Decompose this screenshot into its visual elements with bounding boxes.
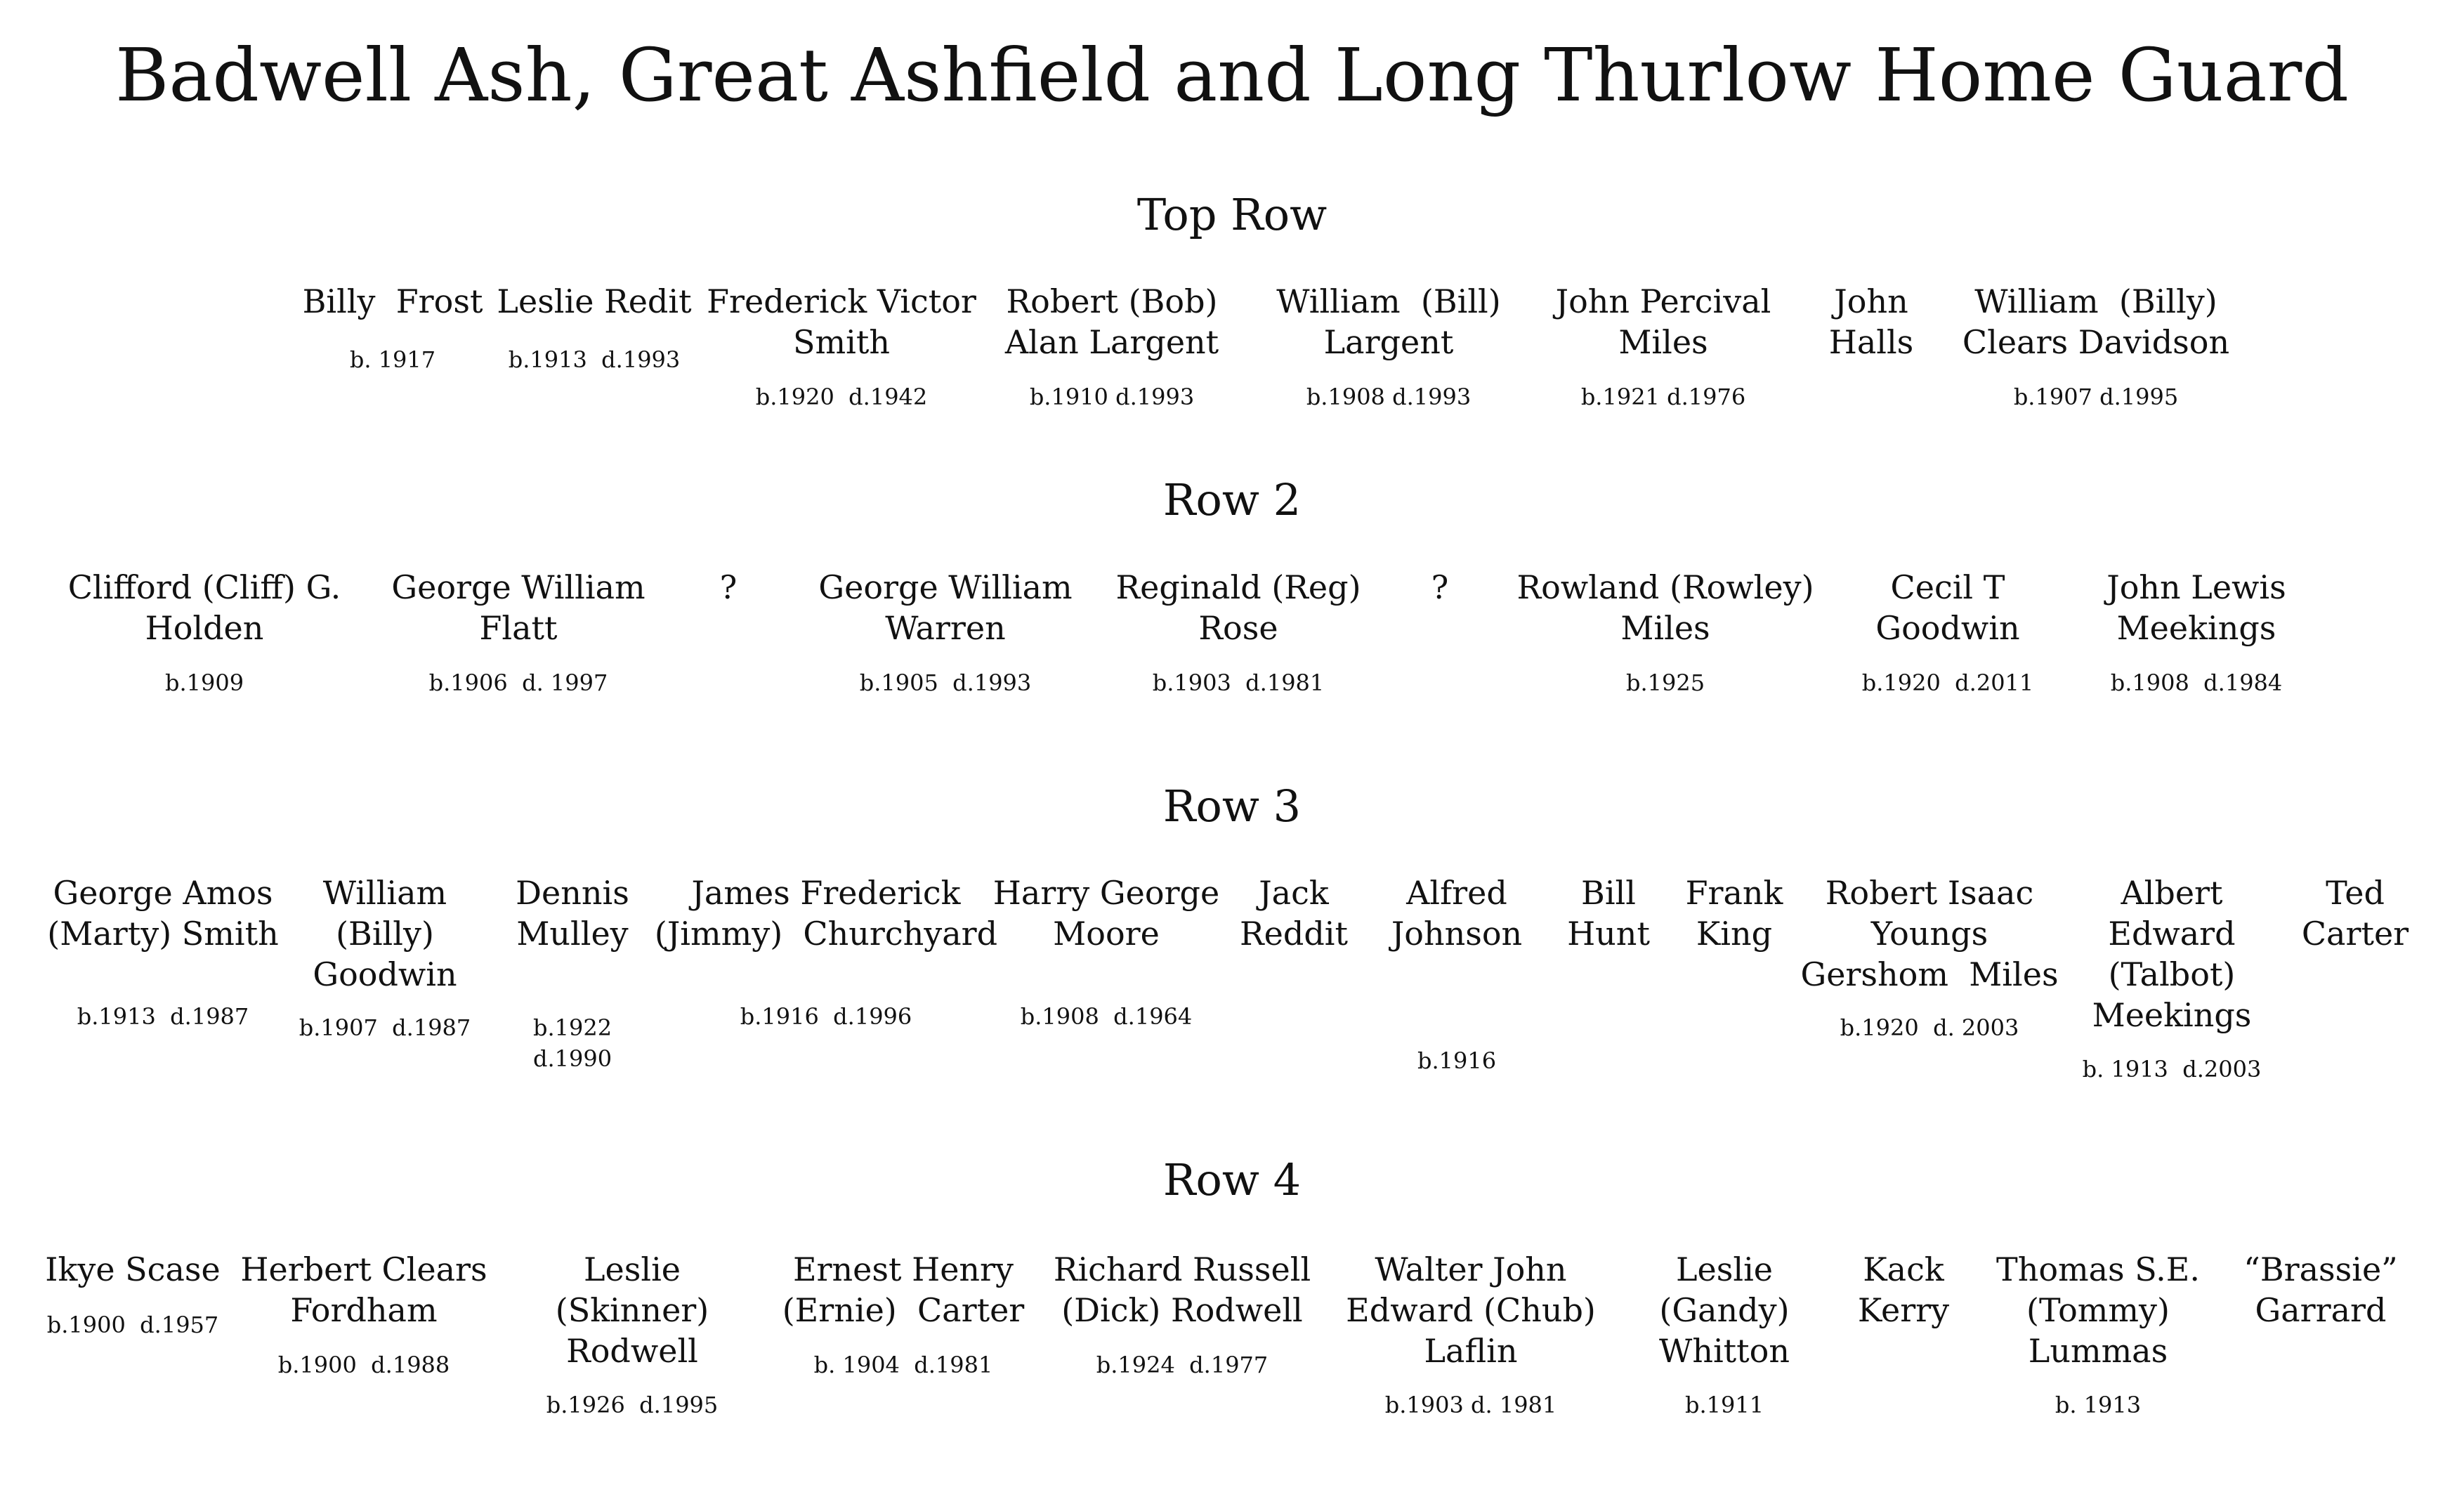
person-name: Alfred Johnson (1391, 874, 1523, 953)
person-name: Leslie (Skinner) Rodwell (555, 1250, 709, 1370)
person-dates: b.1905 d.1993 (859, 669, 1032, 696)
person-name: William (Billy) Goodwin (313, 874, 457, 993)
person-name: Ikye Scase (45, 1250, 221, 1288)
person-name: Albert Edward (Talbot) Meekings (2092, 874, 2252, 1034)
person-name: James Frederick (Jimmy) Churchyard (654, 874, 998, 953)
person-name: George William Warren (818, 568, 1073, 647)
person-name: John Percival Miles (1555, 282, 1771, 361)
person-name: Ted Carter (2301, 874, 2409, 953)
person-name: John Halls (1828, 282, 1914, 361)
row-heading-row-2: Row 2 (1162, 474, 1302, 525)
person-name: Thomas S.E. (Tommy) Lummas (1996, 1250, 2200, 1370)
person-dates: b.1907 d.1987 (299, 1014, 471, 1041)
person-dates: b.1900 d.1988 (277, 1352, 450, 1378)
person-dates: b.1922 d.1990 (532, 1014, 612, 1072)
person-name: Robert (Bob) Alan Largent (1004, 282, 1219, 361)
person-dates: b.1911 (1684, 1392, 1764, 1418)
person-dates: b.1907 d.1995 (2013, 384, 2179, 410)
person-dates: b.1916 d.1996 (740, 1003, 912, 1030)
row-heading-top: Top Row (1136, 189, 1328, 240)
person-name: Rowland (Rowley) Miles (1516, 568, 1814, 647)
person-name: Harry George Moore (992, 874, 1220, 953)
person-name: George William Flatt (391, 568, 646, 647)
person-dates: b.1910 d.1993 (1029, 384, 1195, 410)
person-name: Herbert Clears Fordham (240, 1250, 487, 1329)
person-dates: b.1903 d.1981 (1152, 669, 1325, 696)
row-heading-row-3: Row 3 (1162, 780, 1302, 832)
person-name: Richard Russell (Dick) Rodwell (1053, 1250, 1311, 1329)
person-dates: b.1900 d.1957 (46, 1312, 219, 1338)
person-name: Cecil T Goodwin (1875, 568, 2020, 647)
person-name: Leslie Redit (497, 282, 692, 320)
person-name: “Brassie” Garrard (2243, 1250, 2398, 1329)
person-dates: b. 1913 (2055, 1392, 2142, 1418)
person-name: Ernest Henry (Ernie) Carter (782, 1250, 1025, 1329)
person-name: ? (719, 568, 738, 606)
person-dates: b.1924 d.1977 (1096, 1352, 1269, 1378)
person-dates: b.1926 d.1995 (546, 1392, 719, 1418)
person-name: Walter John Edward (Chub) Laflin (1346, 1250, 1596, 1370)
person-dates: b.1913 d.1987 (77, 1003, 249, 1030)
person-dates: b.1920 d. 2003 (1840, 1014, 2019, 1041)
person-dates: b. 1913 d.2003 (2082, 1056, 2262, 1083)
person-dates: b.1925 (1625, 669, 1705, 696)
person-name: Jack Reddit (1240, 874, 1348, 953)
person-dates: b.1908 d.1964 (1020, 1003, 1193, 1030)
person-dates: b.1913 d.1993 (508, 346, 681, 373)
page-title: Badwell Ash, Great Ashfield and Long Thurlow Home Guard (115, 32, 2349, 118)
person-name: Clifford (Cliff) G. Holden (67, 568, 341, 647)
person-name: George Amos (Marty) Smith (47, 874, 279, 953)
person-dates: b. 1917 (349, 346, 436, 373)
person-dates: b.1908 d.1984 (2110, 669, 2283, 696)
person-name: Leslie (Gandy) Whitton (1659, 1250, 1790, 1370)
person-dates: b.1921 d.1976 (1580, 384, 1746, 410)
person-name: John Lewis Meekings (2106, 568, 2286, 647)
person-dates: b.1916 (1417, 1047, 1497, 1074)
person-dates: b.1920 d.1942 (755, 384, 928, 410)
person-name: Bill Hunt (1567, 874, 1650, 953)
person-name: Dennis Mulley (516, 874, 629, 953)
person-name: Reginald (Reg) Rose (1115, 568, 1361, 647)
row-heading-row-4: Row 4 (1162, 1154, 1302, 1205)
person-name: William (Billy) Clears Davidson (1962, 282, 2230, 361)
person-dates: b. 1904 d.1981 (813, 1352, 993, 1378)
person-dates: b.1909 (164, 669, 244, 696)
person-dates: b.1903 d. 1981 (1384, 1392, 1557, 1418)
person-name: Frederick Victor Smith (707, 282, 976, 361)
person-dates: b.1906 d. 1997 (428, 669, 608, 696)
person-name: Kack Kerry (1857, 1250, 1950, 1329)
person-dates: b.1908 d.1993 (1306, 384, 1472, 410)
person-name: Billy Frost (302, 282, 483, 320)
person-name: William (Bill) Largent (1276, 282, 1501, 361)
person-name: ? (1431, 568, 1449, 606)
person-dates: b.1920 d.2011 (1861, 669, 2034, 696)
person-name: Frank King (1685, 874, 1783, 953)
person-name: Robert Isaac Youngs Gershom Miles (1800, 874, 2059, 993)
